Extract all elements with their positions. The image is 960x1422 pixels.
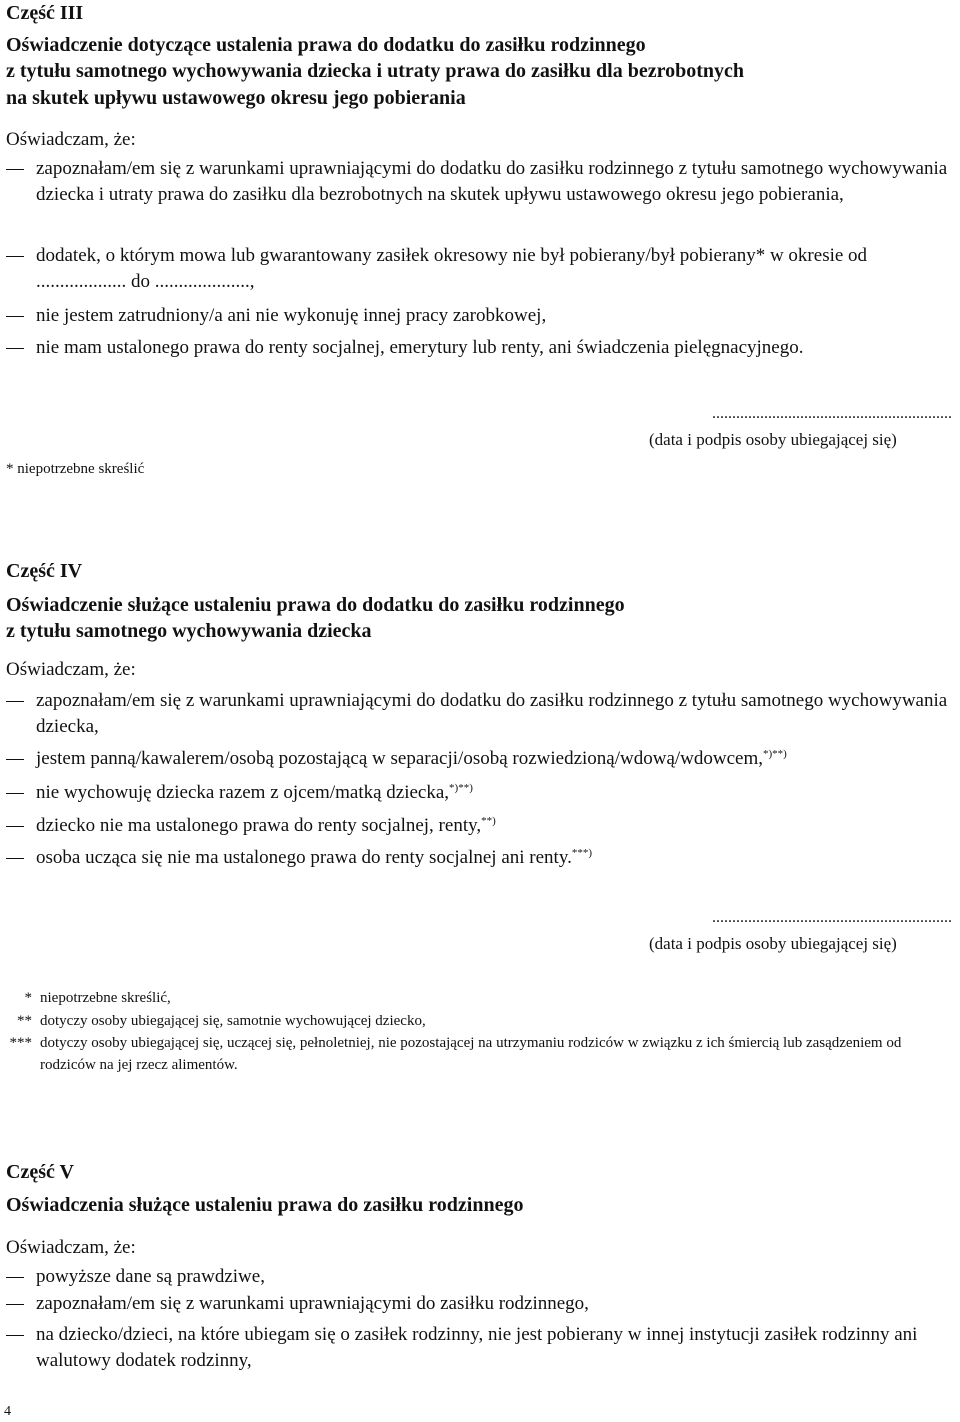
part3-list-item-4	[0, 335, 960, 363]
dash-bullet	[6, 316, 24, 317]
part3-item-4-text: nie mam ustalonego prawa do renty socjalnej, emerytury lub renty, ani świadczenia pielęgnacyjnego.	[36, 337, 804, 358]
footnote-text: dotyczy osoby ubiegającej się, uczącej się, pełnoletniej, nie pozostającej na utrzymaniu rodziców w związku z ich śmiercią lub zasądzeniem od rodziców na jej rzecz alimentów.	[40, 1035, 902, 1073]
part3-signature-caption: (data i podpis osoby ubiegającej się)	[649, 430, 897, 449]
part4-item-5-content	[36, 845, 592, 871]
dash-bullet	[6, 701, 24, 702]
dash-bullet	[6, 793, 24, 794]
page-number: 4	[4, 1404, 11, 1419]
part3-item-3-text: nie jestem zatrudniony/a ani nie wykonuję innej pracy zarobkowej,	[36, 305, 547, 326]
part5-title: Część V	[6, 1161, 74, 1183]
part3-list-item-1	[0, 156, 960, 236]
part4-title: Część IV	[6, 560, 83, 582]
part3-title: Część III	[6, 2, 84, 24]
part4-signature-line: ............................................................	[712, 909, 952, 926]
dash-bullet	[6, 1335, 24, 1336]
part3-item-1-text: zapoznałam/em się z warunkami uprawniającymi do dodatku do zasiłku rodzinnego z tytułu samotnego wychowywania dziecka i utraty prawa do zasiłku dla bezrobotnych na skutek upływu ustawowego okresu jego pobierania,	[36, 158, 948, 205]
dash-bullet	[6, 256, 24, 257]
footnote-text: niepotrzebne skreślić,	[40, 990, 171, 1006]
part4-item-1-content	[36, 688, 954, 740]
part4-item-3-content	[36, 780, 473, 806]
part3-heading-line-3: na skutek upływu ustawowego okresu jego pobierania	[6, 87, 466, 109]
dash-bullet	[6, 826, 24, 827]
part5-intro: Oświadczam, że:	[6, 1237, 136, 1258]
part4-item-1-text: zapoznałam/em się z warunkami uprawniającymi do dodatku do zasiłku rodzinnego z tytułu samotnego wychowywania dziecka,	[36, 690, 948, 737]
part4-list-item-4	[0, 813, 960, 841]
footnote-marker: ***	[9, 1035, 32, 1051]
dash-bullet	[6, 1304, 24, 1305]
part5-item-2-text: zapoznałam/em się z warunkami uprawniającymi do zasiłku rodzinnego,	[36, 1293, 589, 1314]
dash-bullet	[6, 348, 24, 349]
dash-bullet	[6, 169, 24, 170]
part4-item-3-text: nie wychowuję dziecka razem z ojcem/matką dziecka,	[36, 782, 450, 803]
part4-item-4-content	[36, 813, 496, 839]
dash-bullet	[6, 858, 24, 859]
part4-item-2-footnote-ref: *)**)	[763, 748, 787, 760]
footnote-marker: *	[24, 990, 32, 1006]
part4-list-item-2	[0, 746, 960, 774]
part4-item-4-text: dziecko nie ma ustalonego prawa do renty socjalnej, renty,	[36, 815, 482, 836]
part5-list-item-3	[0, 1322, 960, 1376]
dash-bullet	[6, 1277, 24, 1278]
part4-item-5-footnote-ref: ***)	[571, 847, 593, 859]
part4-footnote-2	[0, 1010, 960, 1032]
part4-list-item-3	[0, 780, 960, 808]
part5-list-item-1	[0, 1264, 960, 1292]
part4-item-5-text: osoba ucząca się nie ma ustalonego prawa do renty socjalnej ani renty.	[36, 847, 572, 868]
part4-item-2-text: jestem panną/kawalerem/osobą pozostającą w separacji/osobą rozwiedzioną/wdową/wdowcem,	[36, 748, 764, 769]
part4-footnote-1	[0, 987, 960, 1009]
part5-item-1-text: powyższe dane są prawdziwe,	[36, 1266, 265, 1287]
part4-intro: Oświadczam, że:	[6, 659, 136, 680]
part4-list-item-5	[0, 845, 960, 873]
part5-list-item-2	[0, 1291, 960, 1319]
part3-signature-line: ............................................................	[712, 405, 952, 422]
part4-item-3-footnote-ref: *)**)	[449, 782, 473, 794]
part3-intro: Oświadczam, że:	[6, 129, 136, 150]
part4-heading-line-1: Oświadczenie służące ustaleniu prawa do dodatku do zasiłku rodzinnego	[6, 594, 625, 616]
footnote-text: dotyczy osoby ubiegającej się, samotnie wychowującej dziecko,	[40, 1013, 426, 1029]
part4-list-item-1	[0, 688, 960, 742]
part3-heading-line-2: z tytułu samotnego wychowywania dziecka i utraty prawa do zasiłku dla bezrobotnych	[6, 60, 744, 82]
dash-bullet	[6, 759, 24, 760]
part4-item-2-content	[36, 746, 787, 772]
part3-footnote: * niepotrzebne skreślić	[6, 461, 145, 477]
footnote-marker: **	[17, 1013, 32, 1029]
part3-item-2-text: dodatek, o którym mowa lub gwarantowany zasiłek okresowy nie był pobierany/był pobierany* w okresie od ................... do ....................,	[36, 245, 868, 292]
part5-heading: Oświadczenia służące ustaleniu prawa do zasiłku rodzinnego	[6, 1194, 524, 1216]
part5-item-3-text: na dziecko/dzieci, na które ubiegam się o zasiłek rodzinny, nie jest pobierany w innej instytucji zasiłek rodzinny ani walutowy dodatek rodzinny,	[36, 1324, 918, 1371]
part3-list-item-3	[0, 303, 960, 331]
part4-footnote-3	[0, 1032, 960, 1078]
part4-signature-caption: (data i podpis osoby ubiegającej się)	[649, 934, 897, 953]
part3-list-item-2	[0, 243, 960, 297]
part4-item-4-footnote-ref: **)	[481, 815, 496, 827]
part4-heading-line-2: z tytułu samotnego wychowywania dziecka	[6, 620, 372, 642]
part3-heading-line-1: Oświadczenie dotyczące ustalenia prawa do dodatku do zasiłku rodzinnego	[6, 34, 646, 56]
